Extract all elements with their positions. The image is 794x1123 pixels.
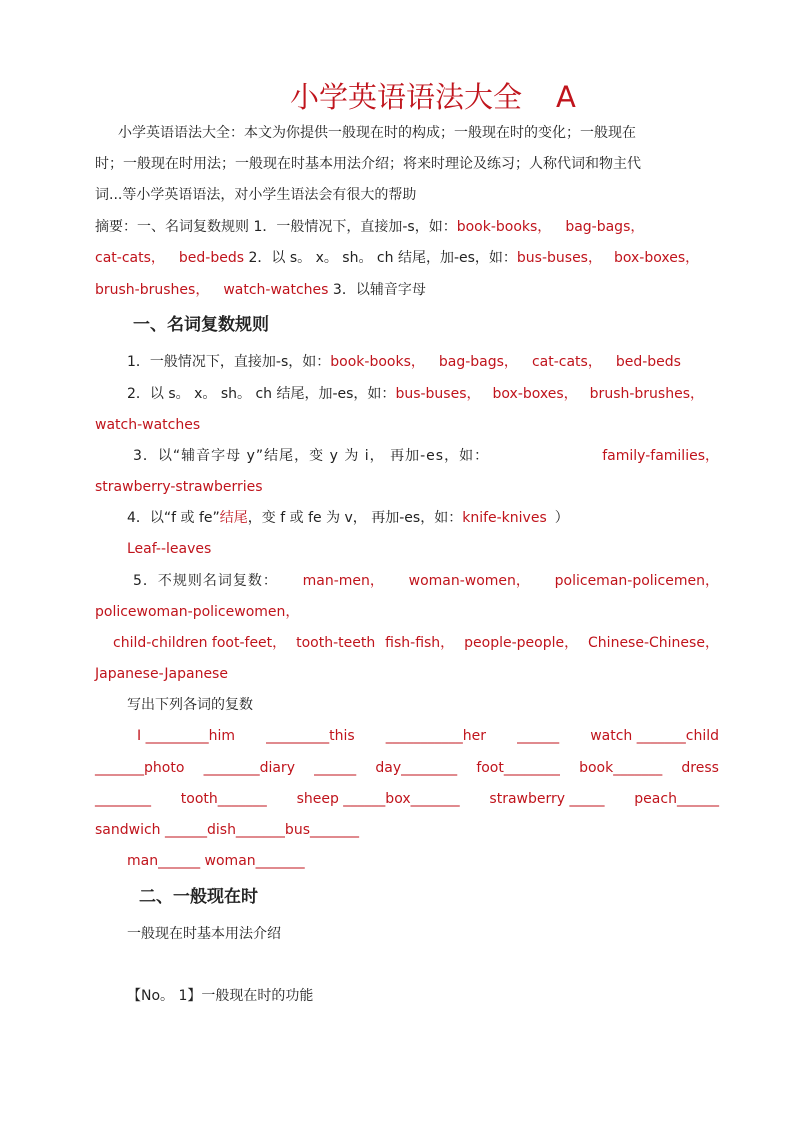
rule-5-example: people-people， — [464, 635, 579, 651]
rule-2-example: box-boxes， — [492, 386, 578, 402]
summary-example: brush-brushes， — [95, 282, 210, 298]
rule-1-example: bed-beds — [615, 354, 681, 370]
exercise-item: dress — [681, 760, 719, 776]
exercise-item: ________ — [95, 791, 151, 807]
rule-2-continued: watch-watches — [95, 417, 201, 433]
intro-line-2: 时；一般现在时用法；一般现在时基本用法介绍；将来时理论及练习；人称代词和物主代 — [95, 156, 641, 172]
summary-example: box-boxes， — [613, 250, 700, 266]
rule-2 — [127, 384, 719, 404]
exercise-item: peach______ — [634, 791, 719, 807]
summary-line-2 — [95, 248, 719, 268]
section-2-heading: 二、一般现在时 — [139, 887, 258, 907]
rule-4-example: knife-knives — [462, 510, 547, 526]
rule-1 — [127, 352, 751, 372]
rule-4-highlight: 结尾 — [219, 510, 248, 526]
summary-rule-3: 3．以辅音字母 — [332, 282, 426, 298]
rule-4-text: ，变 f 或 fe 为 v， 再加-es，如： — [247, 510, 463, 526]
title-letter: A — [556, 80, 576, 114]
exercise-item: sheep ______box_______ — [296, 791, 460, 807]
rule-4-continued: Leaf--leaves — [127, 541, 212, 557]
rule-3-continued: strawberry-strawberries — [95, 479, 263, 495]
rule-4 — [127, 508, 751, 528]
rule-5-example: Chinese-Chinese， — [588, 635, 719, 651]
rule-5-example: child-children foot-feet， — [113, 635, 287, 651]
exercise-row-3 — [95, 789, 719, 809]
rule-5-text: 5．不规则名词复数： — [133, 573, 278, 589]
exercise-item: foot________ — [476, 760, 560, 776]
rule-3 — [133, 446, 719, 466]
rule-1-example: cat-cats， — [531, 354, 602, 370]
rule-5-example: man-men， — [302, 573, 384, 589]
rule-5-line-3 — [113, 633, 719, 653]
exercise-item: book_______ — [579, 760, 663, 776]
rule-5 — [133, 571, 719, 591]
exercise-row-2 — [95, 758, 719, 778]
rule-5-example: tooth-teeth — [296, 635, 376, 651]
rule-1-example: book-books， — [330, 354, 425, 370]
exercise-item: _________this — [266, 728, 355, 744]
exercise-title: 写出下列各词的复数 — [127, 697, 253, 713]
exercise-row-5: man______ woman_______ — [127, 853, 305, 869]
summary-example: cat-cats， — [95, 250, 165, 266]
exercise-item: ________diary — [203, 760, 295, 776]
rule-5-example: policeman-policemen， — [554, 573, 719, 589]
exercise-item: ______ — [314, 760, 357, 776]
summary-example: bus-buses， — [516, 250, 602, 266]
summary-prefix: 摘要：一、名词复数规则 1．一般情况下，直接加-s，如： — [95, 219, 457, 235]
rule-2-text: 2．以 s。 x。 sh。 ch 结尾，加-es，如： — [127, 386, 396, 402]
exercise-item: day________ — [375, 760, 458, 776]
rule-3-text: 3．以“辅音字母 y”结尾，变 y 为 i， 再加-es，如： — [133, 448, 490, 464]
section-2-item: 【No。 1】一般现在时的功能 — [127, 988, 314, 1004]
rule-1-text: 1．一般情况下，直接加-s，如： — [127, 354, 331, 370]
exercise-item: strawberry _____ — [489, 791, 605, 807]
exercise-row-1 — [137, 726, 719, 746]
summary-rule-2: 2．以 s。 x。 sh。 ch 结尾，加-es，如： — [248, 250, 517, 266]
summary-line-1 — [95, 217, 719, 237]
section-1-heading: 一、名词复数规则 — [133, 315, 269, 335]
exercise-item: tooth_______ — [180, 791, 267, 807]
page-title — [290, 78, 576, 116]
summary-example: bag-bags， — [565, 219, 645, 235]
rule-4-end: ） — [554, 510, 569, 526]
rule-5-example: woman-women， — [408, 573, 530, 589]
rule-3-example: family-families， — [602, 448, 719, 464]
summary-line-3 — [95, 280, 719, 300]
exercise-row-4: sandwich ______dish_______bus_______ — [95, 822, 359, 838]
exercise-item: ______ — [517, 728, 560, 744]
title-main: 小学英语语法大全 — [290, 80, 523, 114]
rule-1-example: bag-bags， — [438, 354, 518, 370]
rule-2-example: bus-buses， — [395, 386, 481, 402]
rule-4-text: 4．以“f 或 fe” — [127, 510, 220, 526]
rule-5-example: fish-fish， — [385, 635, 455, 651]
summary-example: bed-beds — [178, 250, 245, 266]
exercise-item: _______photo — [95, 760, 185, 776]
intro-line-3: 词...等小学英语语法，对小学生语法会有很大的帮助 — [95, 187, 417, 203]
intro-line-1: 小学英语语法大全：本文为你提供一般现在时的构成；一般现在时的变化；一般现在 — [118, 125, 636, 141]
section-2-subheading: 一般现在时基本用法介绍 — [127, 926, 281, 942]
rule-2-example: brush-brushes， — [589, 386, 704, 402]
exercise-item: ___________her — [385, 728, 486, 744]
summary-example: watch-watches — [223, 282, 329, 298]
exercise-item: I _________him — [137, 728, 235, 744]
rule-5-line-2: policewoman-policewomen， — [95, 604, 300, 620]
summary-example: book-books， — [456, 219, 552, 235]
exercise-item: watch _______child — [590, 728, 719, 744]
rule-5-line-4: Japanese-Japanese — [95, 666, 228, 682]
